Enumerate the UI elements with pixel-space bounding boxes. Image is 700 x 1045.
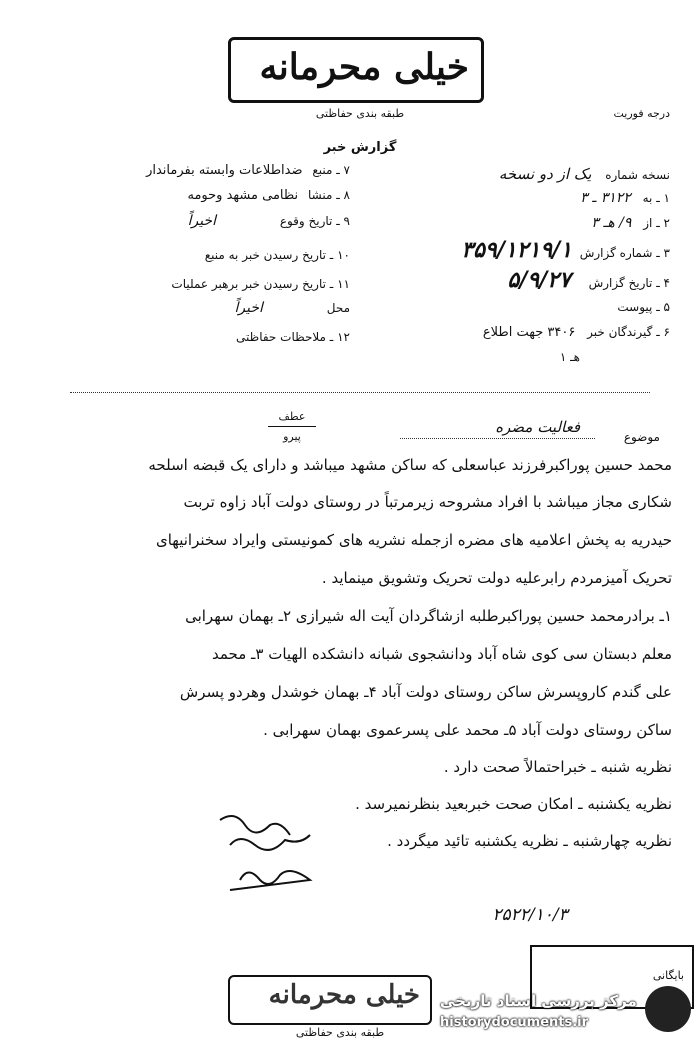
bottom-classification-text: خیلی محرمانه [268, 980, 420, 1010]
classification-text: خیلی محرمانه [259, 46, 469, 88]
field-origin: ۸ ـ منشا نظامی مشهد وحومه [187, 188, 350, 203]
field-occurrence-date: ۹ ـ تاریخ وقوع اخیراً [187, 213, 350, 229]
field-source: ۷ ـ منبع ضداطلاعات وابسته بفرماندار [146, 163, 350, 178]
priority-label: درجه فوریت [613, 107, 670, 120]
field-report-date: ۴ ـ تاریخ گزارش ۵/۹/۲۷ [507, 267, 670, 293]
watermark-url: historydocuments.ir [440, 1015, 589, 1030]
watermark-title: مرکز بررسی اسناد تاریخی [440, 992, 637, 1010]
body-line: ۱ـ برادرمحمد حسین پوراکبرطلبه ازشاگردان آیت اله شیرازی ۲ـ بهمان سهرابی [185, 607, 672, 625]
body-line: معلم دبستان سی کوی شاه آباد ودانشجوی شبانه دانشکده الهیات ۳ـ محمد [211, 645, 672, 663]
field-report-number: ۳ ـ شماره گزارش ۳۵۹/۱۲۱۹/۱ [461, 237, 670, 263]
opinion-wednesday: نظریه چهارشنبه ـ نظریه یکشنبه تائید میگردد . [387, 832, 672, 850]
separator-line [70, 392, 650, 393]
body-line: محمد حسین پوراکبرفرزند عباسعلی که ساکن مشهد میباشد و دارای یک قبضه اسلحه [148, 456, 672, 474]
field-attachment: ۵ ـ پیوست [617, 300, 670, 314]
bottom-classification-label: طبقه بندی حفاظتی [295, 1026, 385, 1039]
follow-label: پیرو [283, 430, 301, 443]
classification-stamp [228, 37, 484, 103]
field-recipients: ۶ ـ گیرندگان خبر ۳۴۰۶ جهت اطلاع [482, 325, 670, 340]
subject-line [400, 438, 595, 439]
ref-label: عطف [278, 410, 306, 423]
form-title: گزارش خبر [323, 140, 397, 155]
opinion-saturday: نظریه شنبه ـ خبراحتمالاً صحت دارد . [443, 758, 672, 776]
body-line: تحریک آمیزمردم رابرعلیه دولت تحریک وتشویق مینماید . [321, 569, 672, 587]
field-arrival-to-source: ۱۰ ـ تاریخ رسیدن خبر به منبع [204, 248, 350, 262]
watermark-logo [645, 986, 691, 1032]
field-location: محل اخیراً [234, 300, 350, 316]
receipt-label: بایگانی [652, 969, 684, 982]
field-copy-number: نسخه شماره یک از دو نسخه [498, 165, 670, 183]
classification-label: طبقه بندی حفاظتی [315, 107, 405, 120]
ref-divider [268, 426, 316, 427]
body-line: حیدریه به پخش اعلامیه های مضره ازجمله نشریه های کمونیستی وایراد سخنرانیهای [155, 531, 672, 549]
body-line: علی گندم کاروپسرش ساکن روستای دولت آباد ۴ـ بهمان خوشدل وهردو پسرش [179, 683, 672, 701]
subject-value: فعالیت مضره [495, 418, 580, 436]
signature [200, 800, 330, 910]
handwritten-date: ۲۵۲۲/۱۰/۳ [492, 905, 568, 925]
body-line: ساکن روستای دولت آباد ۵ـ محمد علی پسرعموی بهمان سهرابی . [263, 721, 672, 739]
field-recipients-extra: هـ ۱ [559, 350, 580, 364]
field-arrival-to-operator: ۱۱ ـ تاریخ رسیدن خبر برهبر عملیات [171, 277, 350, 291]
opinion-sunday: نظریه یکشنبه ـ امکان صحت خبربعید بنظرنمیرسد . [355, 795, 672, 813]
bottom-classification-stamp [228, 975, 432, 1025]
body-line: شکاری مجاز میباشد با افراد مشروحه زیرمرتباً در روستای دولت آباد زاوه تربت [183, 493, 672, 511]
field-security-notes: ۱۲ ـ ملاحظات حفاظتی [236, 330, 350, 344]
subject-label: موضوع [623, 430, 660, 444]
field-from: ۲ ـ از ۹/ هـ ۳ [591, 215, 670, 231]
field-to: ۱ ـ به ۳۱۲۲ ـ ۳ [580, 190, 670, 206]
